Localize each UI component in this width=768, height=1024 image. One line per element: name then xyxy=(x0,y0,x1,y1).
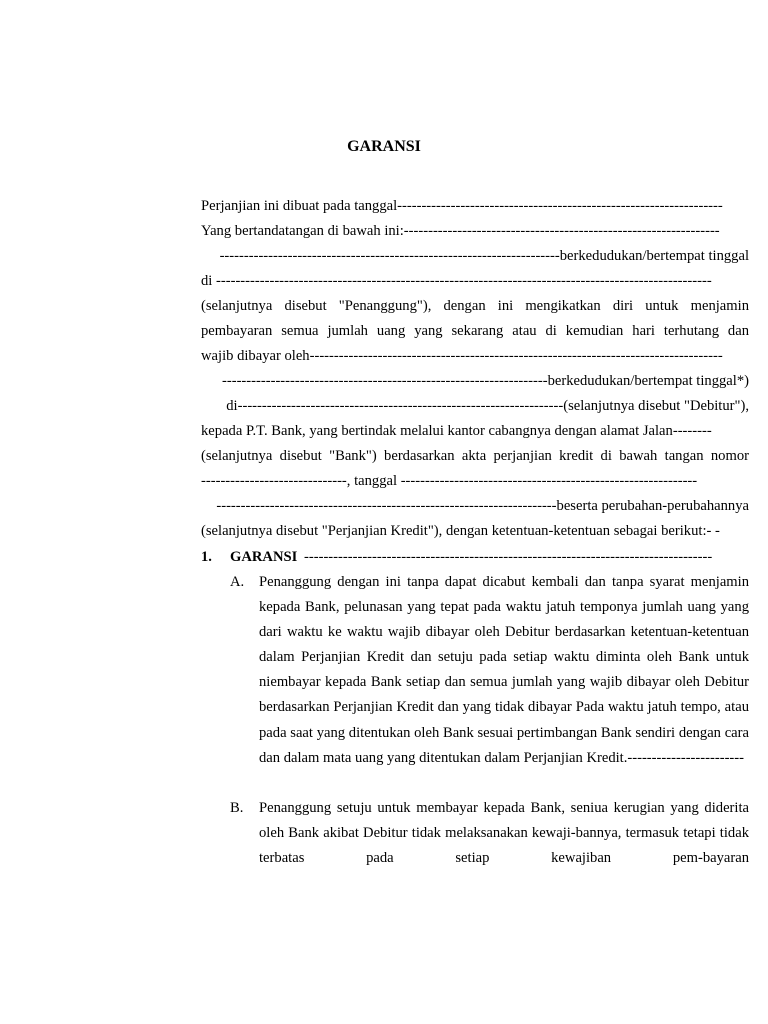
line-kepada-bank: kepada P.T. Bank, yang bertindak melalui kantor cabangnya dengan alamat Jalan-------- xyxy=(201,423,712,439)
line-ketentuan: (selanjutnya disebut "Perjanjian Kredit"), dengan ketentuan-ketentuan sebagai berikut:- - xyxy=(201,523,720,539)
line-debitur: di-------------------------------------------------------------------(selanjutnya disebut "Debitur"), xyxy=(226,398,749,414)
line-berkedudukan-2: -------------------------------------------------------------------berkedudukan/bertempat tinggal*) xyxy=(221,373,749,389)
line-penanggung: (selanjutnya disebut "Penanggung"), dengan ini mengikatkan diri untuk menjamin xyxy=(201,298,749,314)
line-nomor-tanggal: ------------------------------, tanggal ------------------------------------------------------------- xyxy=(201,473,698,489)
line-di-1: di ------------------------------------------------------------------------------------------------------ xyxy=(201,273,712,289)
item-a-text: Penanggung dengan ini tanpa dapat dicabut kembali dan tanpa syarat menjamin kepada Bank, pelunasan yang tepat pada waktu jatuh temponya jumlah uang yang dari waktu ke waktu wajib dibayar oleh Debitur berdasarkan ketentuan-ketentuan dalam Perjanjian Kredit dan setuju pada setiap waktu diminta oleh Bank untuk niembayar kepada Bank setiap dan semua jumlah yang wajib dibayar oleh Debitur berdasarkan Perjanjian Kredit dan yang tidak dibayar Pada waktu jatuh tempo, atau pada saat yang ditentukan oleh Bank sesuai pertimbangan Bank sendiri dengan cara dan dalam mata uang yang ditentukan dalam Perjanjian Kredit.------------------------ xyxy=(259,574,749,766)
line-akta-kredit: (selanjutnya disebut "Bank") berdasarkan akta perjanjian kredit di bawah tangan nomor xyxy=(201,448,749,464)
section-title: GARANSI xyxy=(230,549,298,565)
line-berkedudukan-1: ----------------------------------------------------------------------berkedudukan/bertempat tinggal xyxy=(219,248,749,264)
line-pembayaran: pembayaran semua jumlah uang yang sekarang atau di kemudian hari terhutang dan xyxy=(201,323,749,339)
line-yang-bertandatangan: Yang bertandatangan di bawah ini:----------------------------------------------------------------- xyxy=(201,223,720,239)
item-b-letter: B. xyxy=(230,800,244,816)
section-dashes: ------------------------------------------------------------------------------------ xyxy=(304,549,713,565)
line-wajib-dibayar: wajib dibayar oleh------------------------------------------------------------------------------------- xyxy=(201,348,723,364)
document-title: GARANSI xyxy=(347,138,421,155)
line-perubahan: ----------------------------------------------------------------------beserta perubahan-perubahannya xyxy=(216,498,749,514)
item-a-letter: A. xyxy=(230,574,245,590)
line-tanggal: Perjanjian ini dibuat pada tanggal------------------------------------------------------------------- xyxy=(201,198,723,214)
section-number: 1. xyxy=(201,549,212,565)
item-b-text: Penanggung setuju untuk membayar kepada Bank, seniua kerugian yang diderita oleh Bank akibat Debitur tidak melaksanakan kewaji-bannya, termasuk tetapi tidak terbatas pada setiap kewajiban pem-bayaran xyxy=(259,800,749,867)
section-1-heading xyxy=(201,546,749,571)
